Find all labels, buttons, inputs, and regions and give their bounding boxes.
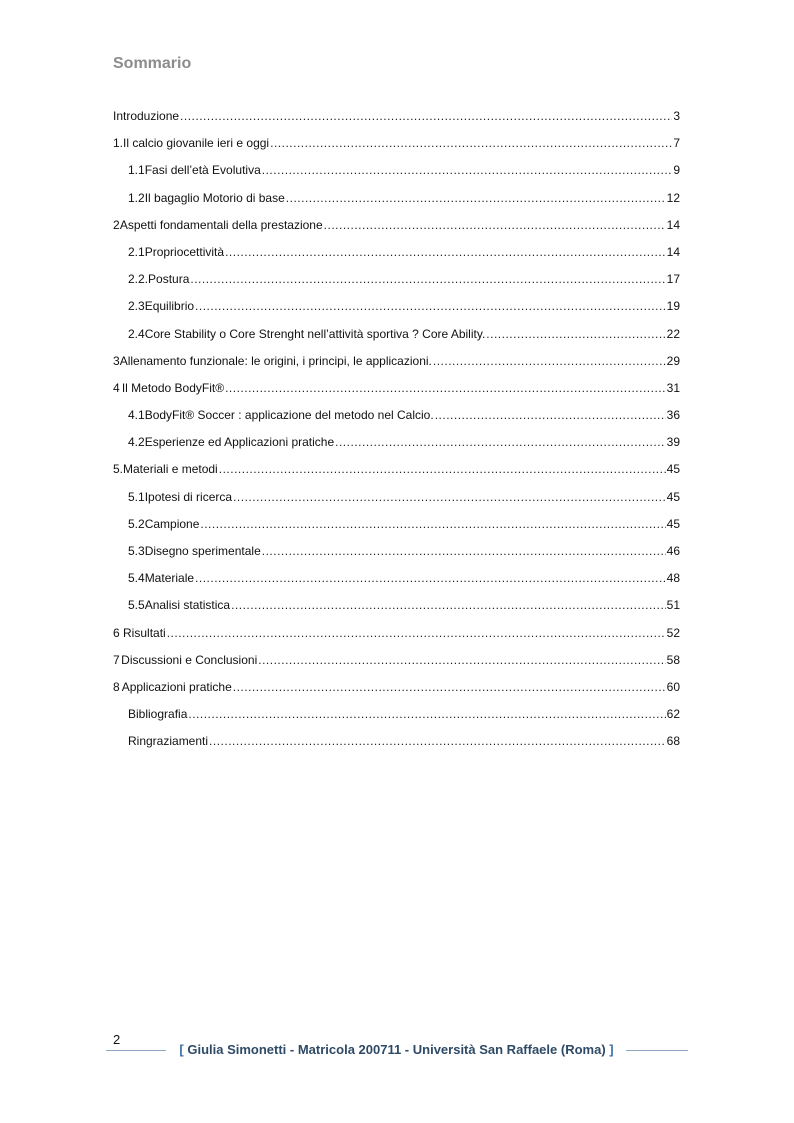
toc-entry-4-1[interactable] [113, 406, 680, 433]
toc-entry-4-2[interactable] [113, 433, 680, 460]
toc-entry-title: Analisi statistica [144, 598, 231, 613]
toc-entry-5[interactable] [113, 460, 680, 487]
toc-entry-number: 5.2 [128, 516, 145, 531]
toc-entry-number: 4.1 [128, 408, 145, 423]
toc-entry-number: 3 [113, 353, 120, 368]
toc-entry-6[interactable] [113, 624, 680, 651]
toc-entry-page: 22 [666, 326, 680, 341]
toc-entry-number: 1.2 [128, 190, 145, 205]
toc-entry-ringraziamenti[interactable] [113, 732, 680, 759]
toc-entry-page: 12 [666, 190, 680, 205]
toc-entry-number: 4.2 [128, 435, 145, 450]
toc-entry-number: 2 [113, 217, 120, 232]
toc-entry-title: Core Stability o Core Strenght nell’attività sportiva ? Core Ability. [144, 326, 486, 341]
toc-leader [209, 732, 666, 750]
toc-leader [219, 460, 666, 478]
toc-entry-title: Equilibrio [144, 299, 195, 314]
footer-page-number: 2 [113, 1032, 121, 1047]
toc-entry-page: 7 [673, 136, 680, 151]
toc-entry-7[interactable] [113, 651, 680, 678]
toc-entry-page: 3 [673, 109, 680, 123]
toc-entry-bibliografia[interactable] [113, 705, 680, 732]
toc-entry-title: Aspetti fondamentali della prestazione [119, 217, 323, 232]
toc-entry-title: Materiale [144, 571, 195, 586]
toc-entry-page: 14 [666, 244, 680, 259]
toc-leader [167, 624, 666, 642]
toc-entry-page: 17 [666, 272, 680, 287]
toc-leader [195, 297, 666, 315]
toc-entry-8[interactable] [113, 678, 680, 705]
toc-entry-page: 46 [666, 544, 680, 558]
toc-entry-title: Bibliografia [128, 707, 188, 722]
toc-leader [433, 352, 666, 370]
toc-leader [435, 406, 666, 424]
toc-entry-page: 45 [666, 489, 680, 504]
toc-entry-number: 2.3 [128, 299, 145, 314]
toc-entry-5-5[interactable] [113, 596, 680, 623]
toc-entry-number: 7 [113, 652, 120, 667]
toc-entry-number: 2.1 [128, 244, 145, 259]
toc-leader [225, 243, 666, 261]
toc-entry-2-4[interactable] [113, 325, 680, 352]
toc-leader [233, 488, 666, 506]
toc-entry-page: 39 [666, 435, 680, 450]
toc-entry-number: 6 [113, 625, 120, 640]
toc-leader [270, 134, 672, 152]
toc-entry-page: 45 [666, 516, 680, 531]
toc-entry-number: 5.1 [128, 489, 145, 504]
toc-entry-4[interactable] [113, 379, 680, 406]
page-title: Sommario [113, 55, 192, 72]
footer-rule-right [626, 1050, 688, 1051]
toc-entry-number: 5.3 [128, 544, 145, 558]
toc-entry-page: 51 [666, 598, 680, 613]
toc-entry-5-1[interactable] [113, 488, 680, 515]
toc-entry-title: Risultati [123, 625, 166, 640]
toc-entry-number: 1.1 [128, 163, 145, 178]
toc-leader [286, 189, 666, 207]
toc-entry-2[interactable] [113, 216, 680, 243]
toc-leader [258, 651, 665, 669]
toc-entry-page: 58 [666, 652, 680, 667]
toc-entry-number: 2.2. [128, 272, 149, 287]
toc-entry-title: Allenamento funzionale: le origini, i principi, le applicazioni. [119, 353, 432, 368]
toc-leader [225, 379, 666, 397]
toc-entry-page: 9 [673, 163, 680, 178]
toc-entry-number: 5. [113, 462, 124, 477]
toc-entry-title: Postura [148, 272, 190, 287]
footer-bracket-close: ] [609, 1042, 614, 1057]
toc-entry-title: Materiali e metodi [123, 462, 218, 477]
toc-entry-5-2[interactable] [113, 515, 680, 542]
toc-entry-page: 36 [666, 408, 680, 423]
toc-leader [335, 433, 666, 451]
toc-entry-number: 5.4 [128, 571, 145, 586]
toc-entry-title: Ipotesi di ricerca [144, 489, 233, 504]
toc-entry-title: Ringraziamenti [128, 734, 209, 749]
toc-entry-page: 31 [666, 380, 680, 395]
toc-entry-2-1[interactable] [113, 243, 680, 270]
toc-entry-5-4[interactable] [113, 569, 680, 596]
footer-caption [173, 1042, 620, 1057]
toc-entry-2-2[interactable] [113, 270, 680, 297]
toc-entry-title: BodyFit® Soccer : applicazione del metodo nel Calcio. [144, 408, 434, 423]
toc-entry-2-3[interactable] [113, 297, 680, 324]
toc-leader [324, 216, 666, 234]
toc-leader [195, 569, 666, 587]
toc-entry-page: 19 [666, 299, 680, 314]
toc-entry-title: Esperienze ed Applicazioni pratiche [144, 435, 335, 450]
toc-leader [180, 107, 672, 125]
toc-entry-page: 29 [666, 353, 680, 368]
toc-entry-title: Il Metodo BodyFit® [121, 380, 225, 395]
toc-entry-title: Discussioni e Conclusioni [121, 652, 258, 667]
toc-entry-5-3[interactable] [113, 542, 680, 569]
toc-leader [486, 325, 665, 343]
toc-entry-page: 60 [666, 679, 680, 694]
toc-entry-title: Disegno sperimentale [144, 544, 261, 558]
toc-entry-page: 62 [666, 707, 680, 722]
toc-leader [188, 705, 665, 723]
toc-entry-1[interactable] [113, 134, 680, 161]
toc-leader [233, 678, 666, 696]
footer-rule-left [106, 1050, 166, 1051]
toc-entry-number: 8 [113, 679, 120, 694]
toc-entry-number: 1. [113, 136, 124, 151]
toc-leader [231, 596, 666, 614]
toc-leader [200, 515, 665, 533]
toc-entry-number: 2.4 [128, 326, 145, 341]
toc-entry-page: 14 [666, 217, 680, 232]
toc-entry-page: 48 [666, 571, 680, 586]
toc-leader [262, 161, 673, 179]
toc-entry-page: 52 [666, 625, 680, 640]
toc-entry-page: 68 [666, 734, 680, 749]
toc-entry-title: Introduzione [113, 109, 180, 123]
toc-leader [190, 270, 665, 288]
toc-entry-number: 5.5 [128, 598, 145, 613]
toc-entry-1-1[interactable] [113, 161, 680, 188]
toc-leader [262, 542, 666, 560]
toc-entry-title: Il bagaglio Motorio di base [144, 190, 285, 205]
toc-entry-title: Applicazioni pratiche [121, 679, 232, 694]
toc-entry-page: 45 [666, 462, 680, 477]
toc-entry-title: Fasi dell’età Evolutiva [144, 163, 261, 178]
table-of-contents [113, 107, 680, 760]
toc-entry-3[interactable] [113, 352, 680, 379]
toc-entry-introduzione[interactable] [113, 107, 680, 134]
toc-entry-title: Campione [144, 516, 200, 531]
toc-entry-1-2[interactable] [113, 189, 680, 216]
toc-entry-title: Il calcio giovanile ieri e oggi [123, 136, 270, 151]
footer-bracket-open: [ [179, 1042, 184, 1057]
toc-entry-number: 4 [113, 380, 120, 395]
toc-entry-title: Propriocettività [144, 244, 225, 259]
footer-author-text: Giulia Simonetti - Matricola 200711 - Università San Raffaele (Roma) [187, 1042, 606, 1057]
